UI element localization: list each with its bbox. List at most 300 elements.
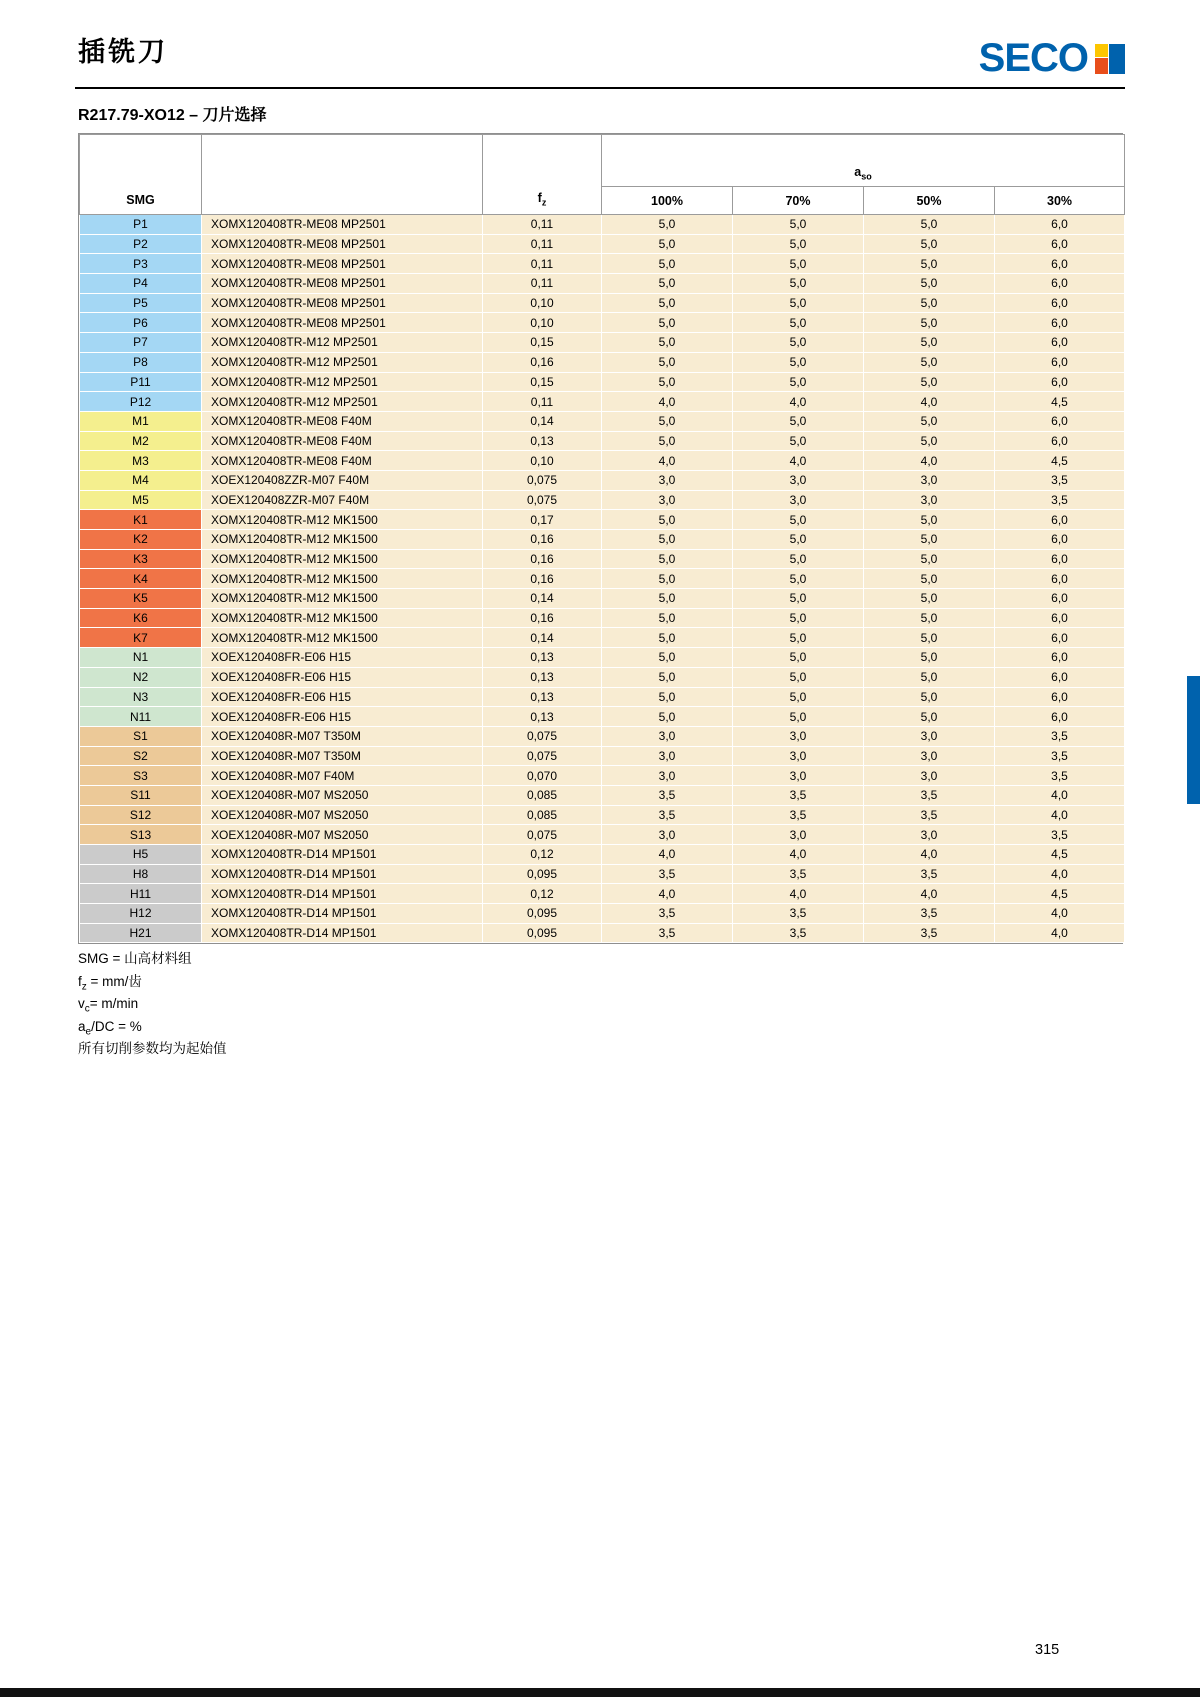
insert-designation: XOEX120408FR-E06 H15 — [202, 707, 483, 727]
aso-value: 5,0 — [602, 628, 733, 648]
smg-cell: M2 — [80, 431, 202, 451]
smg-cell: H12 — [80, 904, 202, 924]
insert-designation: XOMX120408TR-M12 MP2501 — [202, 372, 483, 392]
fz-value: 0,12 — [483, 845, 602, 865]
table-row — [80, 746, 1125, 766]
insert-designation: XOEX120408FR-E06 H15 — [202, 648, 483, 668]
aso-value: 6,0 — [995, 608, 1125, 628]
table-row — [80, 451, 1125, 471]
table-row — [80, 648, 1125, 668]
aso-value: 3,5 — [602, 805, 733, 825]
aso-value: 5,0 — [864, 333, 995, 353]
aso-value: 5,0 — [602, 352, 733, 372]
aso-value: 3,5 — [602, 923, 733, 943]
smg-cell: K4 — [80, 569, 202, 589]
aso-value: 5,0 — [602, 608, 733, 628]
insert-designation: XOMX120408TR-M12 MK1500 — [202, 530, 483, 550]
aso-value: 3,5 — [995, 470, 1125, 490]
insert-designation: XOEX120408R-M07 MS2050 — [202, 785, 483, 805]
aso-value: 6,0 — [995, 510, 1125, 530]
footnote-line: SMG = 山高材料组 — [78, 951, 192, 966]
aso-value: 3,5 — [995, 766, 1125, 786]
fz-value: 0,10 — [483, 313, 602, 333]
insert-designation: XOMX120408TR-ME08 MP2501 — [202, 234, 483, 254]
aso-value: 6,0 — [995, 707, 1125, 727]
smg-cell: S3 — [80, 766, 202, 786]
aso-value: 4,0 — [733, 392, 864, 412]
aso-value: 5,0 — [602, 648, 733, 668]
insert-designation: XOMX120408TR-ME08 MP2501 — [202, 254, 483, 274]
smg-cell: N1 — [80, 648, 202, 668]
aso-value: 6,0 — [995, 549, 1125, 569]
insert-designation: XOMX120408TR-M12 MP2501 — [202, 333, 483, 353]
fz-value: 0,11 — [483, 234, 602, 254]
smg-cell: H11 — [80, 884, 202, 904]
table-row — [80, 845, 1125, 865]
aso-value: 5,0 — [733, 549, 864, 569]
aso-value: 4,5 — [995, 392, 1125, 412]
aso-value: 6,0 — [995, 333, 1125, 353]
smg-cell: M5 — [80, 490, 202, 510]
col-header-insert — [202, 135, 483, 215]
aso-value: 6,0 — [995, 411, 1125, 431]
fz-value: 0,17 — [483, 510, 602, 530]
smg-cell: K6 — [80, 608, 202, 628]
aso-value: 3,0 — [602, 766, 733, 786]
smg-cell: S2 — [80, 746, 202, 766]
smg-cell: H8 — [80, 864, 202, 884]
aso-value: 4,0 — [864, 884, 995, 904]
aso-value: 3,0 — [733, 470, 864, 490]
aso-value: 5,0 — [864, 707, 995, 727]
fz-value: 0,12 — [483, 884, 602, 904]
insert-designation: XOMX120408TR-ME08 F40M — [202, 411, 483, 431]
fz-value: 0,11 — [483, 274, 602, 294]
insert-designation: XOMX120408TR-D14 MP1501 — [202, 923, 483, 943]
aso-value: 3,5 — [733, 785, 864, 805]
aso-value: 5,0 — [864, 687, 995, 707]
table-row — [80, 530, 1125, 550]
aso-value: 3,0 — [864, 726, 995, 746]
aso-value: 5,0 — [864, 510, 995, 530]
aso-value: 3,0 — [864, 490, 995, 510]
aso-value: 3,5 — [864, 785, 995, 805]
fz-value: 0,075 — [483, 746, 602, 766]
col-header-aso — [602, 135, 1125, 187]
seco-logo-mark-icon — [1095, 44, 1124, 73]
insert-designation: XOMX120408TR-M12 MK1500 — [202, 628, 483, 648]
fz-value: 0,075 — [483, 726, 602, 746]
aso-value: 3,5 — [864, 805, 995, 825]
table-row — [80, 254, 1125, 274]
aso-value: 5,0 — [733, 411, 864, 431]
aso-value: 5,0 — [602, 431, 733, 451]
aso-value: 4,5 — [995, 451, 1125, 471]
smg-cell: N3 — [80, 687, 202, 707]
insert-designation: XOEX120408FR-E06 H15 — [202, 667, 483, 687]
aso-value: 5,0 — [602, 667, 733, 687]
aso-value: 4,0 — [733, 845, 864, 865]
aso-value: 5,0 — [733, 569, 864, 589]
fz-value: 0,16 — [483, 530, 602, 550]
fz-value: 0,16 — [483, 569, 602, 589]
aso-value: 6,0 — [995, 352, 1125, 372]
seco-logo — [979, 38, 1124, 78]
table-row — [80, 333, 1125, 353]
logo-square-blue — [1109, 44, 1125, 74]
smg-cell: P3 — [80, 254, 202, 274]
table-row — [80, 510, 1125, 530]
aso-value: 5,0 — [733, 215, 864, 235]
smg-cell: P6 — [80, 313, 202, 333]
aso-value: 5,0 — [733, 293, 864, 313]
aso-value: 5,0 — [864, 608, 995, 628]
aso-value: 5,0 — [602, 254, 733, 274]
fz-value: 0,15 — [483, 372, 602, 392]
aso-value: 6,0 — [995, 530, 1125, 550]
table-row — [80, 726, 1125, 746]
aso-value: 3,5 — [995, 726, 1125, 746]
fz-value: 0,095 — [483, 864, 602, 884]
smg-cell: P7 — [80, 333, 202, 353]
insert-designation: XOEX120408R-M07 T350M — [202, 726, 483, 746]
seco-logo-text: SECO — [978, 36, 1088, 80]
aso-value: 5,0 — [602, 333, 733, 353]
smg-cell: N11 — [80, 707, 202, 727]
aso-value: 5,0 — [733, 648, 864, 668]
aso-value: 5,0 — [602, 589, 733, 609]
insert-designation: XOEX120408ZZR-M07 F40M — [202, 490, 483, 510]
insert-designation: XOMX120408TR-D14 MP1501 — [202, 845, 483, 865]
aso-value: 4,5 — [995, 845, 1125, 865]
aso-value: 6,0 — [995, 293, 1125, 313]
footnote-line: $a_e/DC$ = % — [78, 1018, 142, 1038]
aso-value: 5,0 — [733, 530, 864, 550]
table-row — [80, 293, 1125, 313]
table-row — [80, 490, 1125, 510]
insert-designation: XOEX120408R-M07 F40M — [202, 766, 483, 786]
fz-value: 0,14 — [483, 628, 602, 648]
aso-value: 5,0 — [864, 234, 995, 254]
col-header-fz — [483, 135, 602, 215]
fz-value: 0,10 — [483, 451, 602, 471]
insert-designation: XOMX120408TR-ME08 F40M — [202, 431, 483, 451]
fz-value: 0,14 — [483, 411, 602, 431]
aso-value: 4,0 — [995, 923, 1125, 943]
table-row — [80, 864, 1125, 884]
aso-value: 3,0 — [864, 746, 995, 766]
aso-value: 4,0 — [733, 451, 864, 471]
aso-value: 5,0 — [864, 589, 995, 609]
aso-value: 6,0 — [995, 372, 1125, 392]
aso-value: 5,0 — [733, 234, 864, 254]
fz-value: 0,14 — [483, 589, 602, 609]
table-row — [80, 234, 1125, 254]
table-row — [80, 274, 1125, 294]
aso-value: 4,0 — [602, 392, 733, 412]
fz-value: 0,13 — [483, 431, 602, 451]
aso-value: 5,0 — [864, 628, 995, 648]
fz-value: 0,095 — [483, 904, 602, 924]
aso-value: 3,5 — [602, 904, 733, 924]
smg-cell: K2 — [80, 530, 202, 550]
aso-value: 5,0 — [733, 372, 864, 392]
fz-value: 0,095 — [483, 923, 602, 943]
smg-cell: M3 — [80, 451, 202, 471]
aso-value: 3,5 — [995, 825, 1125, 845]
aso-label-sub: so — [861, 171, 872, 181]
aso-value: 6,0 — [995, 648, 1125, 668]
aso-value: 5,0 — [733, 667, 864, 687]
table-row — [80, 805, 1125, 825]
fz-value: 0,075 — [483, 490, 602, 510]
insert-designation: XOEX120408R-M07 MS2050 — [202, 805, 483, 825]
aso-value: 6,0 — [995, 313, 1125, 333]
smg-cell: K7 — [80, 628, 202, 648]
aso-value: 5,0 — [864, 569, 995, 589]
smg-cell: S11 — [80, 785, 202, 805]
aso-value: 6,0 — [995, 628, 1125, 648]
aso-value: 3,5 — [733, 805, 864, 825]
aso-value: 5,0 — [733, 687, 864, 707]
insert-designation: XOMX120408TR-ME08 MP2501 — [202, 274, 483, 294]
aso-value: 3,0 — [864, 470, 995, 490]
fz-value: 0,11 — [483, 392, 602, 412]
fz-label-sub: z — [541, 197, 547, 207]
logo-square-yellow — [1095, 44, 1108, 57]
aso-value: 5,0 — [864, 667, 995, 687]
aso-value: 5,0 — [733, 313, 864, 333]
fz-value: 0,16 — [483, 549, 602, 569]
smg-cell: P4 — [80, 274, 202, 294]
smg-cell: K1 — [80, 510, 202, 530]
fz-value: 0,075 — [483, 470, 602, 490]
table-row — [80, 589, 1125, 609]
aso-value: 5,0 — [602, 313, 733, 333]
table-row — [80, 766, 1125, 786]
aso-value: 3,0 — [864, 825, 995, 845]
aso-value: 5,0 — [602, 411, 733, 431]
fz-value: 0,10 — [483, 293, 602, 313]
table-row — [80, 628, 1125, 648]
aso-value: 3,5 — [602, 864, 733, 884]
table-row — [80, 608, 1125, 628]
section-index-tab — [1187, 676, 1200, 804]
footnote-line: 所有切削参数均为起始值 — [78, 1041, 227, 1056]
aso-value: 4,0 — [995, 785, 1125, 805]
table-row — [80, 431, 1125, 451]
aso-value: 5,0 — [864, 372, 995, 392]
table-row — [80, 687, 1125, 707]
insert-designation: XOMX120408TR-M12 MK1500 — [202, 510, 483, 530]
aso-value: 5,0 — [864, 274, 995, 294]
insert-designation: XOEX120408R-M07 MS2050 — [202, 825, 483, 845]
aso-value: 5,0 — [602, 215, 733, 235]
aso-value: 5,0 — [602, 707, 733, 727]
aso-value: 6,0 — [995, 667, 1125, 687]
smg-cell: N2 — [80, 667, 202, 687]
fz-value: 0,13 — [483, 667, 602, 687]
aso-value: 5,0 — [864, 549, 995, 569]
aso-value: 5,0 — [733, 589, 864, 609]
aso-value: 5,0 — [864, 648, 995, 668]
aso-value: 3,0 — [602, 470, 733, 490]
aso-value: 5,0 — [864, 313, 995, 333]
fz-value: 0,16 — [483, 352, 602, 372]
smg-cell: P1 — [80, 215, 202, 235]
footnote-line: $f_z = mm/$齿 — [78, 973, 142, 993]
aso-value: 5,0 — [602, 569, 733, 589]
aso-value: 4,0 — [602, 451, 733, 471]
header-divider — [75, 87, 1125, 89]
insert-designation: XOMX120408TR-D14 MP1501 — [202, 864, 483, 884]
table-row — [80, 785, 1125, 805]
aso-value: 5,0 — [864, 215, 995, 235]
aso-value: 3,0 — [733, 766, 864, 786]
table-row — [80, 313, 1125, 333]
aso-value: 6,0 — [995, 254, 1125, 274]
fz-value: 0,070 — [483, 766, 602, 786]
page-title: 插铣刀 — [78, 37, 168, 68]
insert-designation: XOMX120408TR-M12 MK1500 — [202, 549, 483, 569]
aso-value: 5,0 — [864, 530, 995, 550]
insert-designation: XOMX120408TR-D14 MP1501 — [202, 904, 483, 924]
aso-value: 5,0 — [733, 628, 864, 648]
aso-value: 3,0 — [602, 825, 733, 845]
aso-value: 5,0 — [602, 510, 733, 530]
logo-square-red — [1095, 58, 1108, 74]
aso-value: 4,0 — [995, 805, 1125, 825]
aso-value: 3,0 — [602, 490, 733, 510]
aso-value: 5,0 — [733, 608, 864, 628]
fz-value: 0,075 — [483, 825, 602, 845]
insert-designation: XOMX120408TR-M12 MK1500 — [202, 569, 483, 589]
footer-bar — [0, 1688, 1200, 1697]
insert-designation: XOMX120408TR-ME08 MP2501 — [202, 293, 483, 313]
insert-designation: XOEX120408ZZR-M07 F40M — [202, 470, 483, 490]
fz-value: 0,15 — [483, 333, 602, 353]
table-row — [80, 372, 1125, 392]
aso-value: 6,0 — [995, 431, 1125, 451]
smg-cell: M4 — [80, 470, 202, 490]
smg-cell: P8 — [80, 352, 202, 372]
aso-value: 4,0 — [602, 884, 733, 904]
insert-designation: XOMX120408TR-M12 MP2501 — [202, 392, 483, 412]
table-row — [80, 569, 1125, 589]
aso-value: 3,0 — [733, 825, 864, 845]
smg-cell: P11 — [80, 372, 202, 392]
aso-value: 5,0 — [733, 352, 864, 372]
table-row — [80, 825, 1125, 845]
aso-value: 6,0 — [995, 234, 1125, 254]
fz-value: 0,11 — [483, 215, 602, 235]
table-row — [80, 549, 1125, 569]
aso-value: 3,0 — [733, 490, 864, 510]
insert-designation: XOMX120408TR-D14 MP1501 — [202, 884, 483, 904]
aso-value: 3,0 — [733, 746, 864, 766]
fz-value: 0,085 — [483, 785, 602, 805]
aso-value: 5,0 — [602, 372, 733, 392]
aso-value: 3,5 — [733, 864, 864, 884]
aso-value: 6,0 — [995, 687, 1125, 707]
col-header-50pct: 50% — [864, 187, 995, 215]
aso-value: 3,0 — [733, 726, 864, 746]
aso-value: 5,0 — [733, 707, 864, 727]
smg-cell: M1 — [80, 411, 202, 431]
footnotes — [78, 948, 227, 1061]
smg-cell: P2 — [80, 234, 202, 254]
aso-value: 4,0 — [733, 884, 864, 904]
aso-value: 3,5 — [864, 864, 995, 884]
aso-value: 3,5 — [864, 923, 995, 943]
aso-value: 6,0 — [995, 215, 1125, 235]
aso-value: 4,0 — [995, 864, 1125, 884]
col-header-100pct: 100% — [602, 187, 733, 215]
aso-value: 4,0 — [864, 392, 995, 412]
col-header-70pct: 70% — [733, 187, 864, 215]
smg-cell: H21 — [80, 923, 202, 943]
smg-cell: P12 — [80, 392, 202, 412]
aso-value: 5,0 — [864, 411, 995, 431]
aso-value: 4,0 — [864, 451, 995, 471]
aso-value: 5,0 — [733, 333, 864, 353]
aso-value: 6,0 — [995, 589, 1125, 609]
aso-value: 5,0 — [602, 530, 733, 550]
insert-designation: XOMX120408TR-ME08 MP2501 — [202, 215, 483, 235]
insert-designation: XOMX120408TR-ME08 MP2501 — [202, 313, 483, 333]
aso-value: 6,0 — [995, 569, 1125, 589]
aso-value: 5,0 — [864, 254, 995, 274]
table-row — [80, 707, 1125, 727]
section-title: R217.79-XO12 – 刀片选择 — [78, 107, 267, 124]
col-header-smg: SMG — [80, 135, 202, 215]
table-row — [80, 884, 1125, 904]
aso-value: 5,0 — [602, 687, 733, 707]
aso-value: 4,0 — [995, 904, 1125, 924]
aso-value: 3,0 — [864, 766, 995, 786]
smg-cell: S1 — [80, 726, 202, 746]
aso-value: 3,5 — [995, 746, 1125, 766]
aso-value: 5,0 — [602, 293, 733, 313]
aso-value: 5,0 — [733, 254, 864, 274]
aso-value: 3,5 — [864, 904, 995, 924]
aso-value: 3,0 — [602, 746, 733, 766]
aso-value: 5,0 — [864, 293, 995, 313]
smg-cell: H5 — [80, 845, 202, 865]
table-row — [80, 904, 1125, 924]
insert-designation: XOMX120408TR-M12 MK1500 — [202, 608, 483, 628]
fz-value: 0,13 — [483, 707, 602, 727]
col-header-30pct: 30% — [995, 187, 1125, 215]
aso-value: 3,5 — [602, 785, 733, 805]
smg-cell: S12 — [80, 805, 202, 825]
table-row — [80, 411, 1125, 431]
aso-label: a — [854, 164, 862, 179]
fz-value: 0,13 — [483, 648, 602, 668]
table-row — [80, 215, 1125, 235]
smg-cell: P5 — [80, 293, 202, 313]
fz-value: 0,11 — [483, 254, 602, 274]
aso-value: 4,0 — [864, 845, 995, 865]
aso-value: 4,5 — [995, 884, 1125, 904]
aso-value: 5,0 — [864, 431, 995, 451]
aso-value: 3,5 — [733, 923, 864, 943]
insert-designation: XOMX120408TR-ME08 F40M — [202, 451, 483, 471]
aso-value: 5,0 — [733, 510, 864, 530]
insert-designation: XOMX120408TR-M12 MP2501 — [202, 352, 483, 372]
aso-value: 3,0 — [602, 726, 733, 746]
insert-table-body — [80, 215, 1125, 943]
